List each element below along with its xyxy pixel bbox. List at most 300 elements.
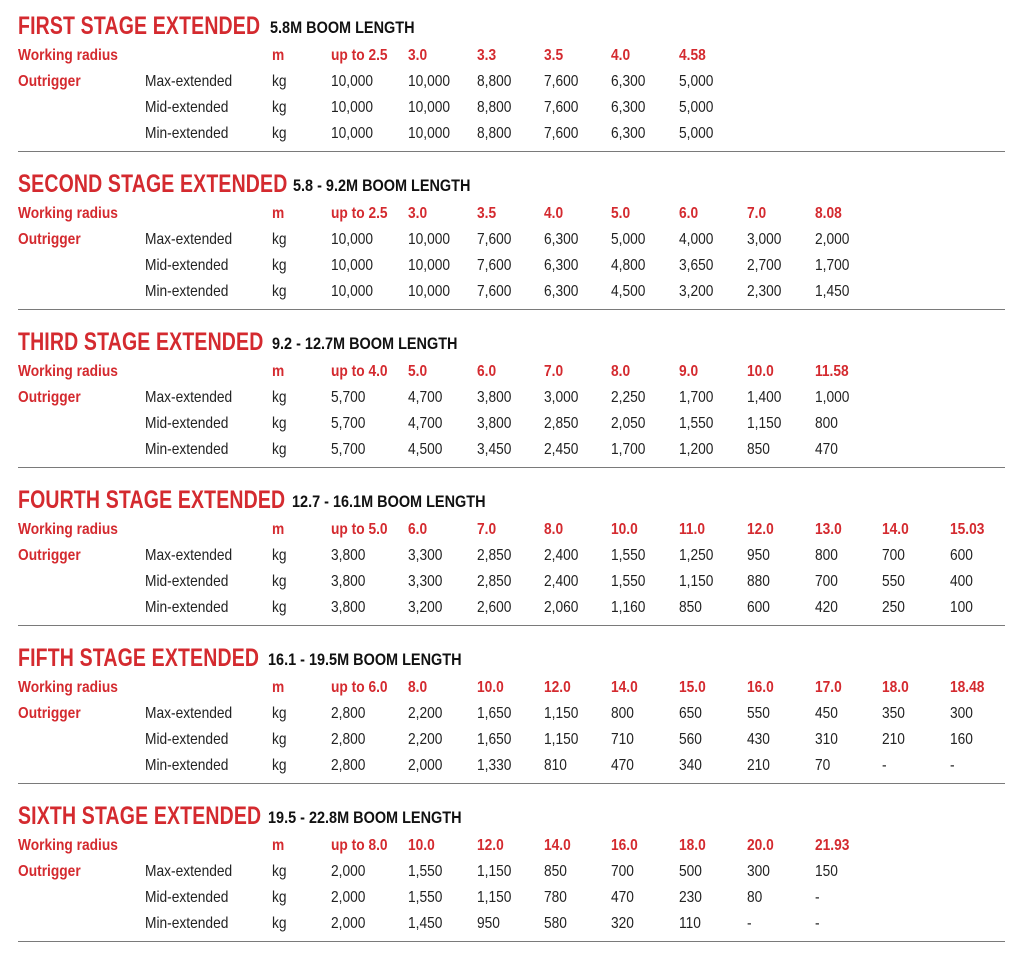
load-value-cell [544, 388, 584, 408]
load-value: 3,000 [544, 389, 579, 406]
load-value-cell [331, 282, 380, 302]
load-value: 3,300 [408, 547, 443, 564]
radius-value: 12.0 [747, 521, 774, 538]
radius-unit-cell [272, 836, 286, 856]
load-value: 100 [950, 599, 973, 616]
radius-value: up to 5.0 [331, 521, 388, 538]
load-unit-cell [272, 282, 289, 302]
load-value-cell [950, 730, 977, 750]
radius-unit-cell [272, 678, 286, 698]
max-extended-label: Max-extended [145, 389, 233, 406]
load-unit: kg [272, 283, 287, 300]
load-value: 1,160 [611, 599, 646, 616]
outrigger-label: Outrigger [18, 389, 81, 406]
radius-unit: m [272, 521, 285, 538]
section-title: FOURTH STAGE EXTENDED [18, 486, 286, 514]
load-value-cell [477, 862, 517, 882]
working-radius-label-cell [18, 520, 134, 540]
radius-unit: m [272, 363, 285, 380]
load-value: 230 [679, 889, 702, 906]
radius-value-cell [408, 678, 430, 698]
load-value-cell [544, 256, 584, 276]
radius-unit-cell [272, 362, 286, 382]
load-value: 7,600 [544, 99, 579, 116]
working-radius-label-cell [18, 362, 134, 382]
load-value-cell [544, 730, 584, 750]
load-value: 340 [679, 757, 702, 774]
working-radius-label-cell [18, 678, 134, 698]
radius-value: 15.0 [679, 679, 706, 696]
load-value: 1,250 [679, 547, 714, 564]
load-value: 2,000 [815, 231, 850, 248]
load-unit-cell [272, 914, 289, 934]
load-value: 3,300 [408, 573, 443, 590]
load-value: 1,650 [477, 731, 512, 748]
mid-extended-label-cell [145, 730, 242, 750]
load-value: 560 [679, 731, 702, 748]
load-value: 950 [747, 547, 770, 564]
load-value-cell [544, 862, 571, 882]
load-value-cell [477, 414, 517, 434]
radius-value-cell [544, 362, 566, 382]
radius-value-cell [408, 362, 430, 382]
load-value: 800 [611, 705, 634, 722]
load-value: 5,000 [611, 231, 646, 248]
max-extended-label-cell [145, 230, 246, 250]
load-value-cell [331, 572, 371, 592]
radius-value: up to 2.5 [331, 47, 388, 64]
load-value: 2,850 [477, 573, 512, 590]
load-value: 2,400 [544, 547, 579, 564]
load-value: 1,150 [477, 863, 512, 880]
load-value-cell [477, 572, 517, 592]
radius-value-cell [477, 836, 508, 856]
outrigger-label: Outrigger [18, 73, 81, 90]
load-value: 470 [611, 889, 634, 906]
load-value: 850 [679, 599, 702, 616]
load-unit-cell [272, 256, 289, 276]
load-value: 160 [950, 731, 973, 748]
load-value: 8,800 [477, 99, 512, 116]
load-value-cell [815, 414, 842, 434]
radius-value: 7.0 [747, 205, 767, 222]
radius-value: 17.0 [815, 679, 842, 696]
load-unit-cell [272, 546, 289, 566]
load-table-section [0, 12, 1024, 170]
load-value-cell [544, 704, 584, 724]
load-value-cell [477, 440, 517, 460]
load-value-cell [611, 414, 651, 434]
load-value-cell [950, 756, 955, 776]
load-value-cell [815, 256, 855, 276]
load-value: 2,000 [331, 863, 366, 880]
radius-value-cell [477, 204, 499, 224]
load-value-cell [747, 256, 787, 276]
load-value: 310 [815, 731, 838, 748]
load-value: 10,000 [408, 125, 451, 142]
load-value: 850 [544, 863, 567, 880]
load-value-cell [679, 704, 706, 724]
load-table-section [0, 328, 1024, 486]
radius-value: 20.0 [747, 837, 774, 854]
load-value-cell [408, 414, 448, 434]
load-value-cell [747, 862, 774, 882]
min-extended-label-cell [145, 598, 242, 618]
load-value-cell [815, 572, 842, 592]
load-value: 4,500 [408, 441, 443, 458]
load-table-section [0, 486, 1024, 644]
load-value: 250 [882, 599, 905, 616]
load-value-cell [611, 704, 638, 724]
load-unit: kg [272, 99, 287, 116]
boom-length-label: 12.7 - 16.1M BOOM LENGTH [292, 492, 486, 511]
load-value-cell [679, 914, 705, 934]
load-value: 3,650 [679, 257, 714, 274]
radius-unit: m [272, 837, 285, 854]
radius-value-cell [611, 204, 633, 224]
radius-value-cell [544, 46, 566, 66]
load-value-cell [679, 546, 719, 566]
load-unit-cell [272, 414, 289, 434]
load-table-section [0, 644, 1024, 802]
radius-value: 3.5 [477, 205, 497, 222]
load-value-cell [408, 572, 448, 592]
load-value: 400 [950, 573, 973, 590]
load-value-cell [611, 756, 638, 776]
radius-value-cell [679, 678, 710, 698]
load-value: 7,600 [477, 231, 512, 248]
min-extended-label: Min-extended [145, 125, 229, 142]
load-value: 7,600 [477, 257, 512, 274]
load-value-cell [544, 598, 584, 618]
load-value: 2,300 [747, 283, 782, 300]
radius-value-cell [331, 204, 397, 224]
load-value: 1,200 [679, 441, 714, 458]
radius-value: 13.0 [815, 521, 842, 538]
radius-value: 7.0 [544, 363, 564, 380]
load-value-cell [477, 756, 517, 776]
mid-extended-label-cell [145, 256, 242, 276]
load-value: 6,300 [544, 257, 579, 274]
load-value-cell [679, 572, 719, 592]
load-unit: kg [272, 573, 287, 590]
section-title: THIRD STAGE EXTENDED [18, 328, 264, 356]
working-radius-label: Working radius [18, 521, 118, 538]
load-value-cell [477, 888, 517, 908]
load-value-cell [747, 572, 774, 592]
max-extended-label: Max-extended [145, 863, 233, 880]
load-unit-cell [272, 124, 289, 144]
radius-value-cell [747, 678, 778, 698]
radius-value-cell [815, 836, 855, 856]
load-value: 3,800 [477, 415, 512, 432]
load-value: 2,450 [544, 441, 579, 458]
load-value: 5,000 [679, 73, 714, 90]
load-value-cell [544, 756, 571, 776]
working-radius-label: Working radius [18, 363, 118, 380]
min-extended-label: Min-extended [145, 283, 229, 300]
radius-value-cell [408, 46, 430, 66]
load-value-cell [611, 914, 638, 934]
load-value: 2,700 [747, 257, 782, 274]
radius-value-cell [408, 836, 439, 856]
load-value: 1,150 [477, 889, 512, 906]
section-divider [18, 783, 1005, 784]
mid-extended-label-cell [145, 572, 242, 592]
load-value-cell [611, 572, 651, 592]
load-value: 6,300 [611, 73, 646, 90]
load-table-section [0, 170, 1024, 328]
radius-value: 5.0 [408, 363, 428, 380]
radius-value: 12.0 [544, 679, 571, 696]
radius-value-cell [611, 520, 642, 540]
load-value-cell [815, 730, 842, 750]
working-radius-label-cell [18, 46, 134, 66]
radius-unit-cell [272, 520, 286, 540]
load-value-cell [679, 388, 719, 408]
load-value-cell [544, 440, 584, 460]
load-value-cell [408, 124, 457, 144]
load-value-cell [331, 704, 371, 724]
load-unit: kg [272, 441, 287, 458]
radius-value: 4.0 [611, 47, 631, 64]
min-extended-label-cell [145, 756, 242, 776]
load-value: 1,000 [815, 389, 850, 406]
mid-extended-label-cell [145, 98, 242, 118]
load-value-cell [679, 98, 719, 118]
load-value-cell [679, 440, 719, 460]
load-value: 550 [882, 573, 905, 590]
load-value-cell [408, 440, 448, 460]
load-value: 3,800 [331, 573, 366, 590]
load-unit: kg [272, 889, 287, 906]
section-divider [18, 309, 1005, 310]
radius-value-cell [950, 678, 990, 698]
load-value-cell [747, 230, 787, 250]
load-value-cell [747, 914, 752, 934]
load-unit: kg [272, 231, 287, 248]
load-value: 1,700 [679, 389, 714, 406]
load-value-cell [747, 730, 774, 750]
radius-value: 3.3 [477, 47, 497, 64]
load-unit-cell [272, 756, 289, 776]
working-radius-label: Working radius [18, 837, 118, 854]
radius-unit-cell [272, 46, 286, 66]
load-value-cell [679, 230, 719, 250]
radius-value-cell [611, 678, 642, 698]
load-value: 1,650 [477, 705, 512, 722]
load-value: 3,200 [408, 599, 443, 616]
load-value-cell [331, 756, 371, 776]
load-value: 5,000 [679, 99, 714, 116]
load-value: 4,700 [408, 389, 443, 406]
radius-value: 4.58 [679, 47, 706, 64]
boom-length-label: 9.2 - 12.7M BOOM LENGTH [272, 334, 458, 353]
load-value: 580 [544, 915, 567, 932]
radius-value: 3.5 [544, 47, 564, 64]
load-value: 710 [611, 731, 634, 748]
max-extended-label: Max-extended [145, 73, 233, 90]
radius-value: 5.0 [611, 205, 631, 222]
working-radius-label: Working radius [18, 679, 118, 696]
load-value-cell [747, 546, 774, 566]
working-radius-label-cell [18, 836, 134, 856]
load-value: - [882, 757, 887, 774]
radius-value: 10.0 [747, 363, 774, 380]
load-value-cell [477, 98, 517, 118]
boom-length-label: 5.8 - 9.2M BOOM LENGTH [293, 176, 471, 195]
load-value: 2,060 [544, 599, 579, 616]
max-extended-label-cell [145, 388, 246, 408]
outrigger-label: Outrigger [18, 547, 81, 564]
radius-value-cell [477, 678, 508, 698]
radius-value: 10.0 [477, 679, 504, 696]
load-value-cell [611, 72, 651, 92]
load-value: 5,000 [679, 125, 714, 142]
load-value: 7,600 [477, 283, 512, 300]
radius-value-cell [331, 678, 397, 698]
radius-value-cell [477, 520, 499, 540]
load-value-cell [815, 862, 842, 882]
load-value: 2,050 [611, 415, 646, 432]
load-value: 450 [815, 705, 838, 722]
load-value-cell [611, 888, 638, 908]
radius-value-cell [747, 520, 778, 540]
load-unit: kg [272, 705, 287, 722]
min-extended-label-cell [145, 282, 242, 302]
load-value-cell [477, 72, 517, 92]
radius-value-cell [408, 204, 430, 224]
mid-extended-label: Mid-extended [145, 415, 229, 432]
radius-value: 9.0 [679, 363, 699, 380]
outrigger-label: Outrigger [18, 705, 81, 722]
load-value-cell [747, 598, 774, 618]
load-unit-cell [272, 388, 289, 408]
load-value: 2,850 [544, 415, 579, 432]
load-value-cell [408, 546, 448, 566]
load-value: 70 [815, 757, 831, 774]
load-value: 10,000 [408, 99, 451, 116]
radius-value: up to 4.0 [331, 363, 388, 380]
load-value: 10,000 [408, 257, 451, 274]
load-value: 2,800 [331, 705, 366, 722]
load-value: 1,150 [544, 705, 579, 722]
radius-value: 16.0 [747, 679, 774, 696]
radius-value-cell [679, 46, 710, 66]
radius-unit: m [272, 205, 285, 222]
load-unit-cell [272, 72, 289, 92]
radius-value: 6.0 [477, 363, 497, 380]
outrigger-label: Outrigger [18, 231, 81, 248]
load-value-cell [408, 704, 448, 724]
load-value: 210 [882, 731, 905, 748]
load-value-cell [815, 756, 833, 776]
load-value-cell [611, 230, 651, 250]
max-extended-label-cell [145, 72, 246, 92]
load-value-cell [408, 862, 448, 882]
mid-extended-label: Mid-extended [145, 573, 229, 590]
radius-value-cell [544, 520, 566, 540]
load-value-cell [950, 572, 977, 592]
radius-value: 8.0 [611, 363, 631, 380]
radius-value-cell [679, 520, 709, 540]
load-unit-cell [272, 230, 289, 250]
load-value: 10,000 [331, 283, 374, 300]
load-value-cell [611, 440, 651, 460]
load-value: 3,800 [331, 599, 366, 616]
load-value-cell [679, 124, 719, 144]
load-value: 6,300 [611, 125, 646, 142]
radius-value: 3.0 [408, 205, 428, 222]
radius-value-cell [408, 520, 430, 540]
min-extended-label: Min-extended [145, 441, 229, 458]
radius-value-cell [331, 520, 397, 540]
load-unit-cell [272, 862, 289, 882]
load-value: 550 [747, 705, 770, 722]
load-unit: kg [272, 389, 287, 406]
load-value-cell [408, 256, 457, 276]
load-value-cell [331, 230, 380, 250]
load-value: - [815, 889, 820, 906]
load-value: 880 [747, 573, 770, 590]
radius-value-cell [611, 362, 633, 382]
load-value: 7,600 [544, 125, 579, 142]
load-value: 1,550 [611, 547, 646, 564]
load-value-cell [408, 230, 457, 250]
load-value: 80 [747, 889, 763, 906]
load-value: 5,700 [331, 441, 366, 458]
load-value: 1,150 [544, 731, 579, 748]
load-value: 10,000 [331, 257, 374, 274]
load-value: 8,800 [477, 73, 512, 90]
radius-value-cell [544, 204, 566, 224]
load-value-cell [950, 598, 977, 618]
load-value: 300 [950, 705, 973, 722]
load-value: 10,000 [331, 125, 374, 142]
max-extended-label-cell [145, 546, 246, 566]
radius-value: 3.0 [408, 47, 428, 64]
load-value: 3,800 [331, 547, 366, 564]
radius-value-cell [679, 836, 710, 856]
load-value-cell [747, 388, 787, 408]
boom-length-label: 19.5 - 22.8M BOOM LENGTH [268, 808, 462, 827]
load-value-cell [747, 704, 774, 724]
load-unit: kg [272, 257, 287, 274]
max-extended-label: Max-extended [145, 547, 233, 564]
load-value: 700 [611, 863, 634, 880]
load-value-cell [331, 72, 380, 92]
radius-value: 21.93 [815, 837, 850, 854]
load-value-cell [331, 546, 371, 566]
load-value: 650 [679, 705, 702, 722]
load-value-cell [477, 914, 504, 934]
load-value-cell [815, 546, 842, 566]
radius-value: 10.0 [611, 521, 638, 538]
load-value-cell [815, 598, 842, 618]
radius-value: 10.0 [408, 837, 435, 854]
load-value-cell [611, 598, 651, 618]
load-value-cell [611, 282, 651, 302]
load-value-cell [815, 914, 820, 934]
load-unit-cell [272, 730, 289, 750]
mid-extended-label-cell [145, 888, 242, 908]
load-value-cell [544, 124, 584, 144]
load-value-cell [477, 598, 517, 618]
load-unit-cell [272, 572, 289, 592]
load-value-cell [408, 72, 457, 92]
radius-value-cell [331, 836, 397, 856]
load-unit: kg [272, 731, 287, 748]
